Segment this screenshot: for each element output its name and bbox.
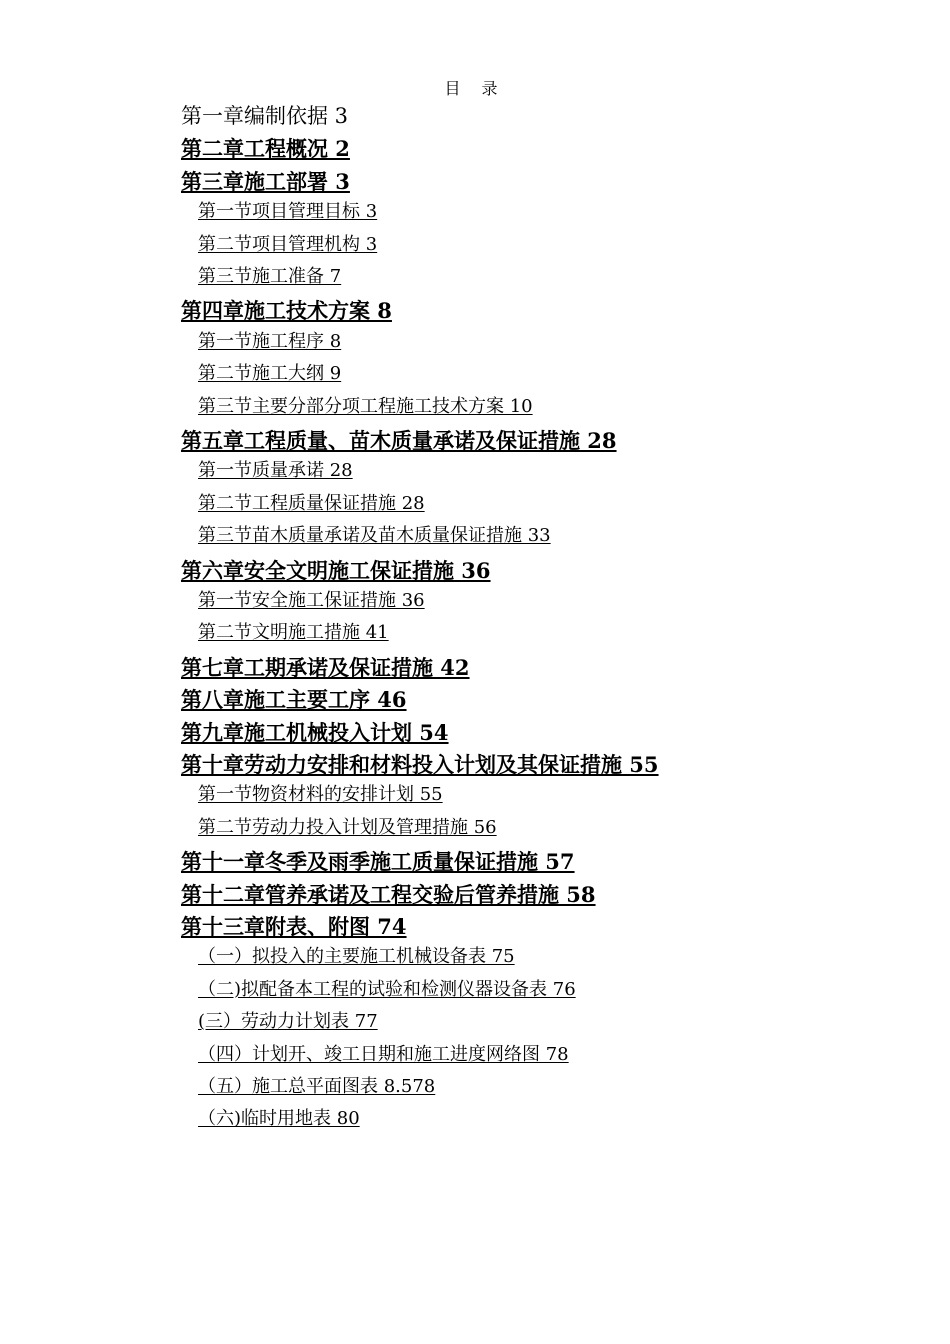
toc-entry-text: 第二节劳动力投入计划及管理措施 56 (198, 816, 497, 838)
toc-section-link[interactable] (198, 979, 576, 1001)
toc-section-link[interactable] (198, 622, 389, 644)
toc-entry-text: 第五章工程质量、苗木质量承诺及保证措施 28 (181, 428, 617, 453)
toc-section-link[interactable] (198, 396, 533, 418)
toc-chapter-link[interactable] (181, 752, 659, 778)
toc-section-link[interactable] (198, 1076, 435, 1098)
toc-chapter-link[interactable] (181, 687, 407, 713)
toc-section-link[interactable] (198, 460, 353, 482)
toc-entry-text: （五）施工总平面图表 8.578 (198, 1076, 436, 1097)
toc-entry-text: 第十章劳动力安排和材料投入计划及其保证措施 55 (181, 752, 659, 777)
page-title: 目 录 (444, 79, 506, 98)
toc-section-link[interactable] (198, 946, 515, 968)
toc-entry-text: 第二节项目管理机构 3 (198, 233, 378, 255)
toc-chapter-link[interactable] (181, 720, 449, 746)
toc-section-link[interactable] (198, 525, 551, 547)
toc-entry-text: 第二节文明施工措施 41 (198, 622, 389, 644)
toc-chapter-link[interactable] (181, 298, 392, 324)
toc-chapter-link[interactable] (181, 914, 407, 940)
toc-section-link[interactable] (198, 1011, 378, 1033)
toc-entry-text: （一）拟投入的主要施工机械设备表 75 (198, 946, 515, 968)
toc-entry-text: （四）计划开、竣工日期和施工进度网络图 78 (198, 1043, 569, 1065)
toc-entry-text: 第三节苗木质量承诺及苗木质量保证措施 33 (198, 525, 551, 547)
toc-chapter-link[interactable] (181, 655, 470, 681)
toc-entry-text: 第二章工程概况 2 (181, 136, 350, 162)
toc-entry-text: 第二节工程质量保证措施 28 (198, 492, 425, 514)
toc-chapter-link[interactable] (181, 849, 575, 875)
toc-entry-text: 第一节物资材料的安排计划 55 (198, 784, 443, 806)
toc-section-link[interactable] (198, 1108, 360, 1130)
toc-entry-text: （六)临时用地表 80 (198, 1108, 360, 1130)
toc-chapter-link[interactable] (181, 104, 348, 129)
toc-entry-text: 第一节质量承诺 28 (198, 460, 353, 482)
toc-entry-text: 第三节施工准备 7 (198, 266, 342, 287)
toc-entry-text: 第十二章管养承诺及工程交验后管养措施 58 (181, 881, 596, 907)
toc-section-link[interactable] (198, 1044, 569, 1066)
toc-chapter-link[interactable] (181, 428, 617, 454)
toc-entry-text: 第三节主要分部分项工程施工技术方案 10 (198, 395, 533, 417)
toc-section-link[interactable] (198, 493, 425, 515)
toc-entry-text: 第三章施工部署 3 (181, 168, 350, 194)
toc-entry-text: （二)拟配备本工程的试验和检测仪器设备表 76 (198, 978, 576, 1000)
toc-entry-text: 第八章施工主要工序 46 (181, 687, 407, 713)
toc-section-link[interactable] (198, 590, 425, 612)
toc-chapter-link[interactable] (181, 882, 596, 908)
toc-entry-text: (三）劳动力计划表 77 (198, 1011, 378, 1033)
toc-entry-text: 第六章安全文明施工保证措施 36 (181, 557, 491, 583)
toc-entry-text: 第二节施工大纲 9 (198, 363, 342, 385)
toc-section-link[interactable] (198, 784, 443, 806)
toc-entry-text: 第一节安全施工保证措施 36 (198, 590, 425, 611)
toc-entry-text: 第九章施工机械投入计划 54 (181, 719, 449, 745)
toc-entry-text: 第一节施工程序 8 (198, 330, 342, 352)
toc-chapter-link[interactable] (181, 136, 350, 162)
toc-section-link[interactable] (198, 201, 377, 223)
toc-entry-text: 第一章编制依据 3 (181, 104, 349, 128)
toc-entry-text: 第十三章附表、附图 74 (181, 914, 407, 939)
toc-section-link[interactable] (198, 266, 341, 288)
toc-chapter-link[interactable] (181, 558, 491, 584)
toc-section-link[interactable] (198, 817, 497, 839)
toc-section-link[interactable] (198, 331, 341, 353)
toc-chapter-link[interactable] (181, 169, 350, 195)
toc-entry-text: 第十一章冬季及雨季施工质量保证措施 57 (181, 849, 575, 875)
toc-entry-text: 第四章施工技术方案 8 (181, 298, 392, 324)
toc-section-link[interactable] (198, 234, 377, 256)
toc-entry-text: 第七章工期承诺及保证措施 42 (181, 654, 470, 680)
toc-section-link[interactable] (198, 363, 341, 385)
toc-entry-text: 第一节项目管理目标 3 (198, 201, 378, 223)
